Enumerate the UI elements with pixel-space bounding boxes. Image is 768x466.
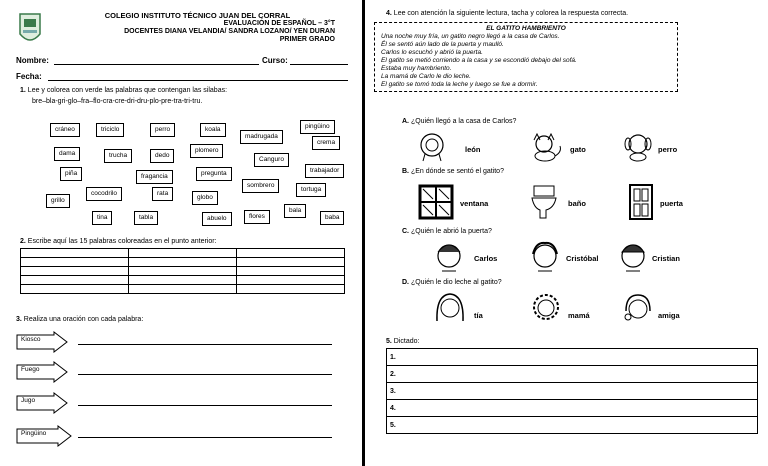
arrow-word: Pingüino (21, 430, 47, 437)
option-word: tía (474, 311, 483, 320)
q3-number: 3. (16, 316, 22, 323)
q5-number: 5. (386, 338, 392, 345)
word-box[interactable]: dama (54, 147, 80, 161)
story-line: Carlos lo escuchó y abrió la puerta. (381, 49, 483, 56)
answer-option[interactable] (530, 184, 610, 220)
answer-option[interactable] (530, 240, 610, 274)
word-box[interactable]: rata (152, 187, 173, 201)
word-arrow (16, 331, 68, 353)
word-box[interactable]: fragancia (136, 170, 173, 184)
answer-option[interactable] (415, 132, 495, 162)
q1-text: Lee y colorea con verde las palabras que contengan las silabas: (27, 87, 228, 94)
word-box[interactable]: flores (244, 210, 270, 224)
q1-syllables: bre–bla-gri-glo–fra–flo-cra-cre-dri-dru-plo-pre-tra-tri-tru. (32, 98, 203, 105)
answer-option[interactable] (434, 291, 514, 327)
word-box[interactable]: tortuga (296, 183, 326, 197)
option-word: Cristóbal (566, 254, 599, 263)
answer-option[interactable] (618, 240, 698, 274)
word-box[interactable]: Canguro (254, 153, 289, 167)
door-icon (628, 184, 654, 220)
sentence-line[interactable] (78, 374, 332, 375)
word-box[interactable]: pregunta (196, 167, 232, 181)
name-field[interactable] (54, 64, 259, 65)
dictation-row[interactable]: 2. (387, 366, 758, 383)
option-word: ventana (460, 199, 489, 208)
word-box[interactable]: piña (60, 167, 82, 181)
story-line: Él se sentó aún lado de la puerta y maulló. (381, 41, 504, 48)
q1-instruction (20, 87, 340, 94)
q4-instruction (386, 10, 628, 17)
word-box[interactable]: sombrero (242, 179, 279, 193)
word-arrow (16, 425, 72, 447)
window-icon (418, 184, 454, 220)
word-arrow (16, 361, 68, 383)
sentence-line[interactable] (78, 437, 332, 438)
question-a (402, 118, 516, 125)
question-text: ¿Quién llegó a la casa de Carlos? (410, 118, 517, 125)
course-field[interactable] (290, 64, 348, 65)
teachers-line: DOCENTES DIANA VELANDIA/ SANDRA LOZANO/ YEN DURAN (124, 28, 335, 35)
option-word: mamá (568, 311, 590, 320)
eval-title: EVALUACIÓN DE ESPAÑOL – 3°T (223, 20, 335, 27)
q2-number: 2. (20, 238, 26, 245)
option-word: amiga (658, 311, 680, 320)
story-box (374, 22, 678, 92)
q2-instruction (20, 238, 217, 245)
option-word: gato (570, 145, 586, 154)
boy-face-icon (618, 240, 648, 274)
mother-face-icon (530, 291, 562, 327)
answer-option[interactable] (622, 291, 702, 327)
dictation-row[interactable]: 4. (387, 400, 758, 417)
boy-face-icon (434, 240, 464, 274)
question-d (402, 279, 502, 286)
option-word: perro (658, 145, 678, 154)
option-word: Cristian (652, 254, 680, 263)
question-letter: A. (402, 118, 409, 125)
dictation-row[interactable]: 5. (387, 417, 758, 434)
word-box[interactable]: triciclo (96, 123, 124, 137)
q3-instruction (16, 316, 143, 323)
word-box[interactable]: plomero (190, 144, 223, 158)
school-name: COLEGIO INSTITUTO TÉCNICO JUAN DEL CORRAL (104, 11, 291, 20)
answer-option[interactable] (528, 132, 608, 162)
school-logo (18, 12, 42, 46)
word-box[interactable]: crema (312, 136, 340, 150)
word-box[interactable]: trabajador (305, 164, 344, 178)
answer-option[interactable] (418, 184, 508, 220)
q5-instruction (386, 338, 419, 345)
header-block (60, 12, 335, 44)
word-box[interactable]: madrugada (240, 130, 283, 144)
word-box[interactable]: baba (320, 211, 344, 225)
arrow-word: Kiosco (21, 336, 41, 343)
story-line: La mamá de Carlo le dio leche. (381, 73, 471, 80)
woman-face-icon (434, 291, 466, 327)
answer-option[interactable] (434, 240, 514, 274)
boy-face-icon (530, 240, 560, 274)
dog-icon (622, 132, 658, 162)
q1-number: 1. (20, 87, 26, 94)
word-box[interactable]: perro (150, 123, 175, 137)
sentence-line[interactable] (78, 344, 332, 345)
question-letter: D. (402, 279, 409, 286)
q4-text: Lee con atención la siguiente lectura, tacha y colorea la respuesta correcta. (393, 10, 629, 17)
dictation-table[interactable] (386, 348, 758, 434)
story-line: Estaba muy hambriento. (381, 65, 452, 72)
word-box[interactable]: trucha (104, 149, 132, 163)
question-letter: C. (402, 228, 409, 235)
q3-text: Realiza una oración con cada palabra: (23, 316, 144, 323)
option-word: león (465, 145, 481, 154)
story-line: El gatito se metió corriendo a la casa y se escondió debajo del sofá. (381, 57, 577, 64)
word-box[interactable]: tina (92, 211, 112, 225)
sentence-line[interactable] (78, 405, 332, 406)
q5-text: Dictado: (393, 338, 420, 345)
word-box[interactable]: cráneo (50, 123, 80, 137)
word-box[interactable]: grillo (46, 194, 70, 208)
question-text: ¿Quién le abrió la puerta? (410, 228, 492, 235)
dictation-row[interactable]: 3. (387, 383, 758, 400)
story-line: El gatito se tomó toda la leche y luego se fue a dormir. (381, 81, 538, 88)
option-word: puerta (660, 199, 683, 208)
word-box[interactable]: globo (192, 191, 218, 205)
option-word: baño (568, 199, 586, 208)
arrow-word: Fuego (21, 366, 40, 373)
name-label: Nombre: (16, 56, 49, 65)
lion-icon (415, 132, 449, 162)
answer-option[interactable] (628, 184, 708, 220)
word-box[interactable]: cocodrilo (86, 187, 122, 201)
story-title: EL GATITO HAMBRIENTO (486, 25, 566, 32)
word-box[interactable]: koala (200, 123, 226, 137)
question-c (402, 228, 492, 235)
q2-text: Escribe aquí las 15 palabras coloreadas en el punto anterior: (27, 238, 217, 245)
answer-option[interactable] (622, 132, 702, 162)
page-divider (362, 0, 365, 466)
grade-line: PRIMER GRADO (279, 36, 335, 43)
q4-number: 4. (386, 10, 392, 17)
cat-icon (528, 132, 564, 162)
word-arrow (16, 392, 68, 414)
date-label: Fecha: (16, 72, 42, 81)
word-box[interactable]: abuelo (202, 212, 232, 226)
question-text: ¿En dónde se sentó el gatito? (410, 168, 504, 175)
course-label: Curso: (262, 56, 288, 65)
date-field[interactable] (48, 80, 348, 81)
question-letter: B. (402, 168, 409, 175)
answer-grid[interactable] (20, 248, 345, 294)
toilet-icon (530, 184, 558, 220)
word-box[interactable]: tabla (134, 211, 158, 225)
question-text: ¿Quién le dio leche al gatito? (410, 279, 502, 286)
story-line: Una noche muy fría, un gatito negro llegó a la casa de Carlos. (381, 33, 560, 40)
word-box[interactable]: pingüino (300, 120, 335, 134)
word-box[interactable]: bala (284, 204, 306, 218)
word-box[interactable]: dedo (150, 149, 174, 163)
question-b (402, 168, 504, 175)
option-word: Carlos (474, 254, 498, 263)
answer-option[interactable] (530, 291, 610, 327)
arrow-word: Jugo (21, 397, 36, 404)
girl-face-icon (622, 291, 654, 327)
dictation-row[interactable]: 1. (387, 349, 758, 366)
